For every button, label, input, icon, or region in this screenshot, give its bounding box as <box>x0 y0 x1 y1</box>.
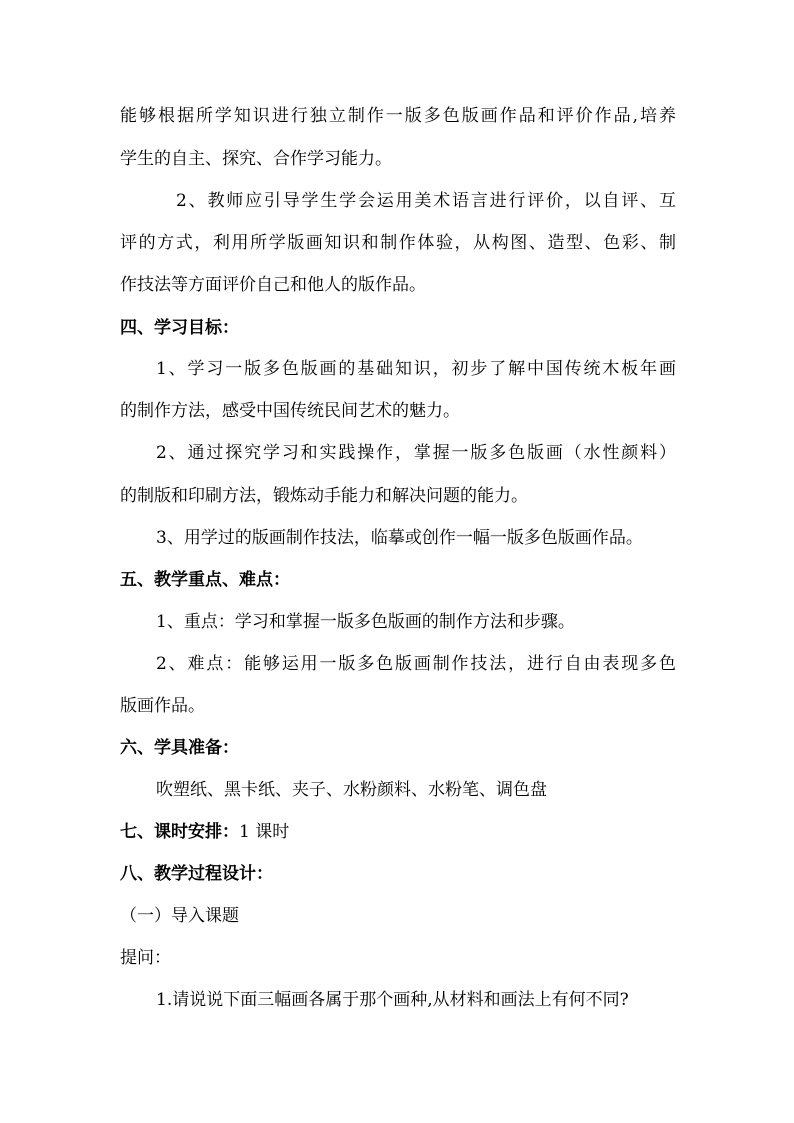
paragraph-line: 作技法等方面评价自己和他人的版作品。 <box>120 275 426 295</box>
question-label: 提问： <box>120 948 171 968</box>
list-item: 1、重点：学习和掌握一版多色版画的制作方法和步骤。 <box>156 612 575 632</box>
section-heading: 六、学具准备： <box>120 738 239 758</box>
list-item-continuation: 的制作方法，感受中国传统民间艺术的魅力。 <box>120 401 460 421</box>
supplies-list: 吹塑纸、黑卡纸、夹子、水粉颜料、水粉笔、调色盘 <box>156 780 547 800</box>
subsection-heading: （一）导入课题 <box>120 906 239 926</box>
question-item: 1.请说说下面三幅画各属于那个画种,从材料和画法上有何不同? <box>156 990 629 1010</box>
section-heading: 五、教学重点、难点： <box>120 570 290 590</box>
section-heading: 八、教学过程设计： <box>120 864 273 884</box>
section-heading: 七、课时安排： <box>120 822 239 842</box>
section-heading: 四、学习目标： <box>120 318 239 338</box>
paragraph-line: 学生的自主、探究、合作学习能力。 <box>120 149 392 169</box>
list-item: 2、难点：能够运用一版多色版画制作技法，进行自由表现多色 <box>156 654 676 674</box>
list-item-continuation: 的制版和印刷方法，锻炼动手能力和解决问题的能力。 <box>120 486 528 506</box>
class-hours-value: 1 课时 <box>239 822 290 842</box>
list-item: 2、通过探究学习和实践操作，掌握一版多色版画（水性颜料） <box>156 443 676 463</box>
paragraph-line: 评的方式，利用所学版画知识和制作体验，从构图、造型、色彩、制 <box>120 233 676 253</box>
class-hours-line <box>120 820 289 844</box>
list-item: 3、用学过的版画制作技法，临摹或创作一幅一版多色版画作品。 <box>156 528 643 548</box>
paragraph-line: 2、教师应引导学生学会运用美术语言进行评价，以自评、互 <box>176 191 676 211</box>
paragraph-line: 能够根据所学知识进行独立制作一版多色版画作品和评价作品,培养 <box>120 106 676 126</box>
list-item: 1、学习一版多色版画的基础知识，初步了解中国传统木板年画 <box>156 359 676 379</box>
list-item-continuation: 版画作品。 <box>120 696 205 716</box>
